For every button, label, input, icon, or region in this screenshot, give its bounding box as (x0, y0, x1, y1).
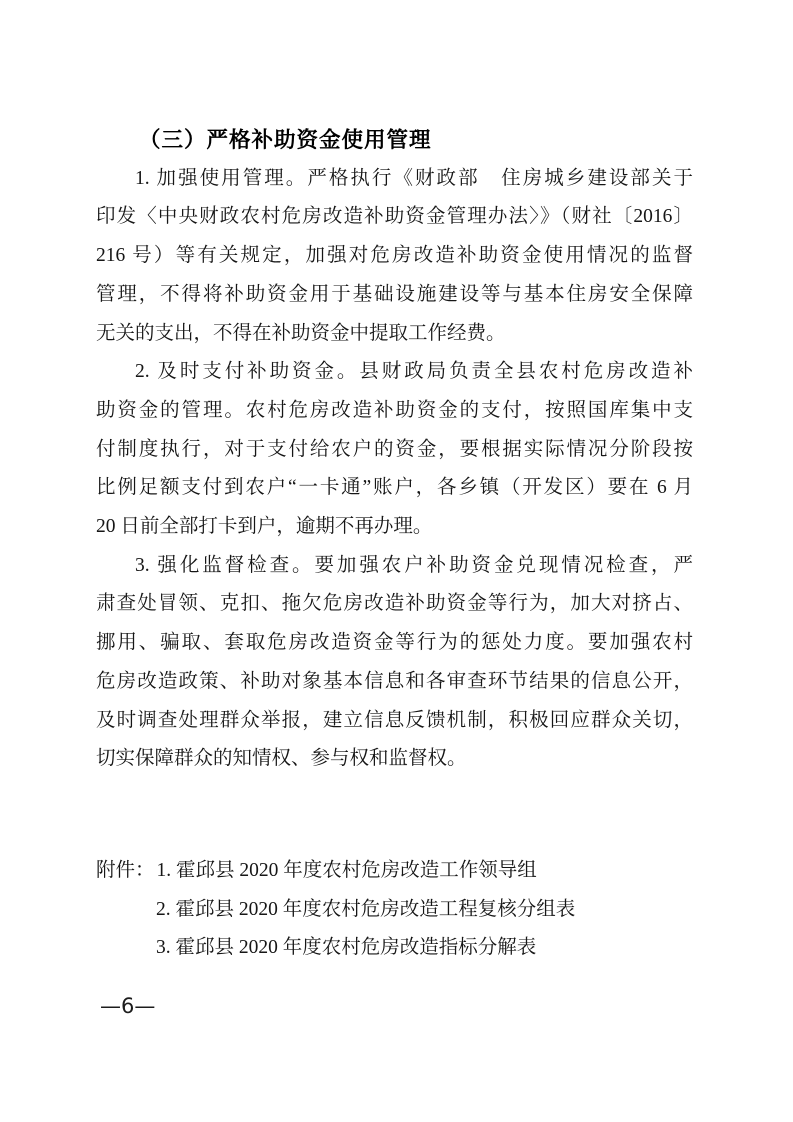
paragraph-line: 及时调查处理群众举报，建立信息反馈机制，积极回应群众关切， (96, 709, 693, 731)
paragraph-line: 切实保障群众的知情权、参与权和监督权。 (96, 748, 467, 770)
paragraph-line: 管理，不得将补助资金用于基础设施建设等与基本住房安全保障 (96, 283, 693, 305)
attachment-item: 3. 霍邱县 2020 年度农村危房改造指标分解表 (156, 937, 537, 959)
section-heading: （三）严格补助资金使用管理 (139, 128, 432, 152)
attachments-label: 附件： (96, 860, 155, 881)
attachment-item: 1. 霍邱县 2020 年度农村危房改造工作领导组 (156, 860, 537, 881)
paragraph-line: 比例足额支付到农户“一卡通”账户，各乡镇（开发区）要在 6 月 (96, 477, 693, 499)
attachment-item: 2. 霍邱县 2020 年度农村危房改造工程复核分组表 (156, 898, 576, 920)
paragraph-line: 3. 强化监督检查。要加强农户补助资金兑现情况检查，严 (135, 554, 693, 576)
document-body (96, 121, 693, 779)
paragraph-line: 216 号）等有关规定，加强对危房改造补助资金使用情况的监督 (96, 245, 693, 267)
paragraph-line: 危房改造政策、补助对象基本信息和各审查环节结果的信息公开， (96, 670, 693, 692)
attachments-list (96, 852, 736, 968)
paragraph-line: 2. 及时支付补助资金。县财政局负责全县农村危房改造补 (135, 361, 693, 383)
paragraph-line: 付制度执行，对于支付给农户的资金，要根据实际情况分阶段按 (96, 438, 693, 460)
attachment-row (96, 852, 736, 891)
paragraph-line: 无关的支出，不得在补助资金中提取工作经费。 (96, 322, 506, 344)
paragraph-line: 肃查处冒领、克扣、拖欠危房改造补助资金等行为，加大对挤占、 (96, 593, 693, 615)
paragraph-line: 挪用、骗取、套取危房改造资金等行为的惩处力度。要加强农村 (96, 632, 693, 654)
paragraph-line: 助资金的管理。农村危房改造补助资金的支付，按照国库集中支 (96, 399, 693, 421)
paragraph-line: 20 日前全部打卡到户，逾期不再办理。 (96, 516, 433, 538)
page-number: —6— (100, 994, 156, 1018)
paragraph-line: 1. 加强使用管理。严格执行《财政部 住房城乡建设部关于 (135, 167, 693, 189)
paragraph-line: 印发〈中央财政农村危房改造补助资金管理办法〉》（财社〔2016〕 (96, 206, 693, 228)
